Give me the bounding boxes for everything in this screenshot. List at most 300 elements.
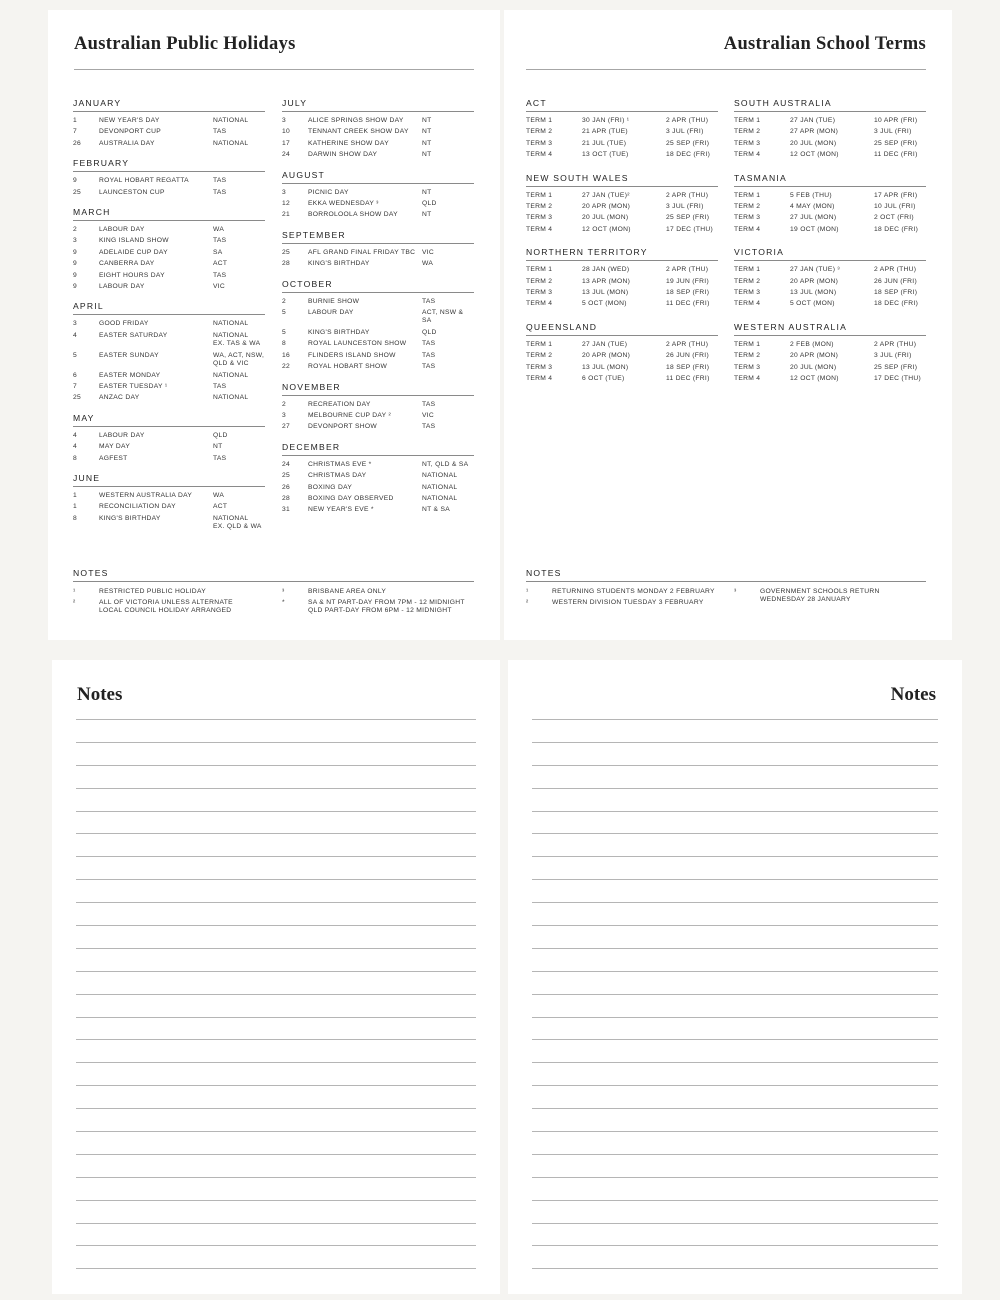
notes-page-left <box>52 660 500 1294</box>
holiday-region: TAS <box>213 454 227 462</box>
notes-heading: NOTES <box>73 568 474 582</box>
holiday-day: 2 <box>73 226 78 234</box>
holiday-region: TAS <box>213 237 227 245</box>
ruled-line <box>532 811 938 834</box>
holiday-name: EIGHT HOURS DAY <box>99 271 165 279</box>
term-row <box>734 117 926 125</box>
term-end: 2 APR (THU) <box>666 266 709 274</box>
holiday-region: NT <box>213 443 223 451</box>
term-start: 4 MAY (MON) <box>790 203 835 211</box>
holiday-row <box>282 211 474 219</box>
holidays-notes <box>73 568 474 618</box>
holiday-day: 3 <box>73 237 78 245</box>
holiday-row <box>73 432 265 440</box>
state-heading: SOUTH AUSTRALIA <box>734 98 926 112</box>
holiday-day: 9 <box>73 248 78 256</box>
term-label: TERM 1 <box>526 117 553 124</box>
state-heading: TASMANIA <box>734 173 926 187</box>
ruled-line <box>76 811 476 834</box>
term-start: 5 OCT (MON) <box>582 300 627 308</box>
term-start: 13 JUL (MON) <box>582 289 629 297</box>
term-end: 3 JUL (FRI) <box>874 352 912 360</box>
term-label: TERM 3 <box>734 139 761 147</box>
term-row <box>526 117 718 125</box>
ruled-line <box>76 925 476 948</box>
holiday-day: 16 <box>282 351 291 359</box>
holiday-name: ROYAL HOBART REGATTA <box>99 177 189 185</box>
month-section <box>282 230 474 269</box>
holiday-name: EASTER MONDAY <box>99 371 161 379</box>
ruled-line <box>532 833 938 856</box>
ruled-line <box>532 1154 938 1177</box>
month-heading: MARCH <box>73 207 265 221</box>
month-section <box>73 207 265 291</box>
holiday-name: AGFEST <box>99 454 128 462</box>
state-section <box>526 98 718 160</box>
note-symbol: ¹ <box>526 588 529 595</box>
holiday-name: CHRISTMAS EVE * <box>308 460 372 468</box>
holiday-day: 25 <box>282 248 291 256</box>
holiday-row <box>282 363 474 371</box>
ruled-line <box>532 1085 938 1108</box>
holiday-row <box>73 140 265 148</box>
holiday-name: ROYAL HOBART SHOW <box>308 363 388 371</box>
holiday-name: EASTER TUESDAY ¹ <box>99 382 168 390</box>
term-row <box>526 278 718 286</box>
ruled-line <box>76 856 476 879</box>
holiday-region: VIC <box>422 248 435 256</box>
holiday-day: 12 <box>282 200 291 208</box>
term-start: 20 JUL (MON) <box>582 214 629 222</box>
month-heading: JULY <box>282 98 474 112</box>
term-end: 25 SEP (FRI) <box>666 214 710 222</box>
ruled-line <box>532 1245 938 1268</box>
holiday-region: TAS <box>422 340 436 348</box>
term-end: 18 DEC (FRI) <box>666 151 711 159</box>
holiday-day: 4 <box>73 431 78 439</box>
holiday-name: ROYAL LAUNCESTON SHOW <box>308 340 407 348</box>
holiday-region: WA, ACT, NSW, QLD & VIC <box>213 351 265 368</box>
holiday-region: TAS <box>422 423 436 431</box>
term-label: TERM 3 <box>734 289 761 297</box>
holiday-row <box>73 383 265 391</box>
term-row <box>734 140 926 148</box>
notes-heading: NOTES <box>526 568 926 582</box>
note-item <box>734 588 926 604</box>
ruled-line <box>532 1131 938 1154</box>
holiday-day: 2 <box>282 400 287 408</box>
term-row <box>526 192 718 200</box>
ruled-line <box>76 994 476 1017</box>
term-row <box>526 214 718 222</box>
page-title: Australian Public Holidays <box>74 34 296 54</box>
note-text: RETURNING STUDENTS MONDAY 2 FEBRUARY <box>552 588 715 595</box>
state-heading: NORTHERN TERRITORY <box>526 247 718 261</box>
ruled-line <box>532 1200 938 1223</box>
holiday-region: NATIONAL <box>213 394 249 402</box>
holiday-region: TAS <box>213 128 227 136</box>
holiday-day: 5 <box>282 328 287 336</box>
holiday-name: LAUNCESTON CUP <box>99 188 165 196</box>
note-symbol: * <box>282 599 285 606</box>
holiday-day: 1 <box>73 117 78 124</box>
holiday-row <box>282 329 474 337</box>
notes-page-title: Notes <box>77 684 123 705</box>
holiday-day: 24 <box>282 460 291 468</box>
term-label: TERM 3 <box>526 139 553 147</box>
state-section <box>734 173 926 235</box>
holiday-day: 28 <box>282 260 291 268</box>
ruled-line <box>532 994 938 1017</box>
term-row <box>734 203 926 211</box>
holiday-row <box>282 472 474 480</box>
holiday-name: BORROLOOLA SHOW DAY <box>308 211 398 219</box>
holiday-row <box>73 237 265 245</box>
holiday-row <box>282 352 474 360</box>
holiday-day: 27 <box>282 423 291 431</box>
holiday-day: 28 <box>282 494 291 502</box>
term-start: 21 JUL (TUE) <box>582 139 627 147</box>
note-symbol: ² <box>526 599 529 606</box>
holiday-day: 24 <box>282 151 291 159</box>
holiday-name: BOXING DAY OBSERVED <box>308 494 394 502</box>
holiday-day: 25 <box>73 188 82 196</box>
state-heading: VICTORIA <box>734 247 926 261</box>
term-label: TERM 4 <box>734 151 761 159</box>
holiday-day: 22 <box>282 363 291 371</box>
title-rule <box>74 69 474 70</box>
term-end: 11 DEC (FRI) <box>874 151 918 159</box>
term-row <box>526 140 718 148</box>
holiday-row <box>73 515 265 532</box>
ruled-line <box>76 902 476 925</box>
terms-column-right <box>734 98 926 397</box>
term-start: 2 FEB (MON) <box>790 340 834 348</box>
holiday-name: NEW YEAR'S EVE * <box>308 506 374 514</box>
term-row <box>734 278 926 286</box>
term-row <box>734 341 926 349</box>
holiday-row <box>282 495 474 503</box>
month-heading: DECEMBER <box>282 442 474 456</box>
term-end: 18 DEC (FRI) <box>874 300 919 308</box>
holiday-row <box>282 298 474 306</box>
term-start: 13 OCT (TUE) <box>582 151 629 159</box>
term-row <box>734 128 926 136</box>
note-item <box>282 599 474 615</box>
ruled-line <box>76 1039 476 1062</box>
holiday-name: BURNIE SHOW <box>308 297 360 305</box>
term-row <box>526 266 718 274</box>
holiday-region: NT <box>422 128 432 136</box>
note-symbol: ¹ <box>73 588 76 595</box>
term-label: TERM 1 <box>526 340 553 348</box>
holiday-row <box>73 272 265 280</box>
term-start: 20 APR (MON) <box>582 203 631 211</box>
term-row <box>526 364 718 372</box>
term-end: 10 JUL (FRI) <box>874 203 916 211</box>
term-row <box>734 214 926 222</box>
holiday-row <box>73 503 265 511</box>
ruled-lines <box>76 719 476 1291</box>
holiday-name: KING'S BIRTHDAY <box>308 260 370 268</box>
term-row <box>734 151 926 159</box>
term-row <box>734 352 926 360</box>
holiday-day: 8 <box>73 514 78 522</box>
holidays-column-left <box>73 98 265 542</box>
ruled-line <box>76 1154 476 1177</box>
holiday-name: KATHERINE SHOW DAY <box>308 139 389 147</box>
holiday-day: 1 <box>73 491 78 499</box>
note-item <box>526 588 734 596</box>
holiday-row <box>282 506 474 514</box>
term-end: 2 APR (THU) <box>666 191 709 199</box>
term-start: 21 APR (TUE) <box>582 128 628 136</box>
month-heading: MAY <box>73 413 265 427</box>
term-start: 27 JAN (TUE) <box>790 117 836 124</box>
term-end: 26 JUN (FRI) <box>666 352 709 360</box>
term-label: TERM 4 <box>526 375 553 383</box>
holiday-region: NT <box>422 151 432 159</box>
month-section <box>282 170 474 220</box>
holiday-name: ANZAC DAY <box>99 394 140 402</box>
term-end: 10 APR (FRI) <box>874 117 918 124</box>
term-end: 2 APR (THU) <box>666 117 709 124</box>
ruled-line <box>532 902 938 925</box>
term-end: 3 JUL (FRI) <box>666 128 704 136</box>
holiday-day: 2 <box>282 297 287 305</box>
holiday-name: MAY DAY <box>99 443 131 451</box>
ruled-line <box>76 833 476 856</box>
holiday-day: 5 <box>282 309 287 317</box>
month-heading: OCTOBER <box>282 279 474 293</box>
term-start: 19 OCT (MON) <box>790 225 839 233</box>
term-row <box>526 375 718 383</box>
holiday-name: DARWIN SHOW DAY <box>308 151 378 159</box>
term-end: 17 DEC (THU) <box>874 375 922 383</box>
term-end: 18 DEC (FRI) <box>874 225 919 233</box>
holiday-day: 6 <box>73 371 78 379</box>
holiday-row <box>73 226 265 234</box>
holiday-day: 9 <box>73 283 78 291</box>
state-heading: ACT <box>526 98 718 112</box>
holiday-region: NT <box>422 117 432 124</box>
term-label: TERM 3 <box>526 289 553 297</box>
ruled-line <box>76 765 476 788</box>
holiday-row <box>73 320 265 328</box>
holiday-region: NATIONAL <box>213 320 249 328</box>
term-label: TERM 2 <box>526 203 553 211</box>
holiday-day: 3 <box>73 320 78 328</box>
term-row <box>526 289 718 297</box>
holiday-name: RECONCILIATION DAY <box>99 503 176 511</box>
month-section <box>73 158 265 197</box>
holiday-region: TAS <box>422 351 436 359</box>
term-label: TERM 2 <box>734 203 761 211</box>
holiday-row <box>73 352 265 369</box>
month-heading: SEPTEMBER <box>282 230 474 244</box>
term-end: 2 OCT (FRI) <box>874 214 914 222</box>
holiday-name: GOOD FRIDAY <box>99 320 149 328</box>
term-row <box>526 341 718 349</box>
holiday-day: 4 <box>73 331 78 339</box>
holiday-row <box>73 492 265 500</box>
term-end: 18 SEP (FRI) <box>666 289 710 297</box>
month-section <box>73 413 265 463</box>
term-label: TERM 3 <box>734 214 761 222</box>
holiday-day: 4 <box>73 443 78 451</box>
holiday-name: EASTER SUNDAY <box>99 351 159 359</box>
state-section <box>734 322 926 384</box>
holidays-column-right <box>282 98 474 525</box>
holiday-name: CHRISTMAS DAY <box>308 472 367 480</box>
holiday-day: 31 <box>282 506 291 514</box>
month-section <box>73 98 265 148</box>
note-text: WESTERN DIVISION TUESDAY 3 FEBRUARY <box>552 599 704 606</box>
holiday-row <box>282 140 474 148</box>
term-start: 12 OCT (MON) <box>582 225 631 233</box>
ruled-line <box>76 1062 476 1085</box>
holiday-name: LABOUR DAY <box>99 226 145 234</box>
term-label: TERM 2 <box>734 128 761 136</box>
note-text: GOVERNMENT SCHOOLS RETURN WEDNESDAY 28 JANUARY <box>760 588 880 603</box>
holiday-region: WA <box>422 260 434 268</box>
term-end: 2 APR (THU) <box>666 340 709 348</box>
term-end: 3 JUL (FRI) <box>874 128 912 136</box>
holiday-row <box>282 189 474 197</box>
holiday-name: PICNIC DAY <box>308 188 349 196</box>
holiday-region: TAS <box>213 271 227 279</box>
ruled-line <box>76 971 476 994</box>
ruled-line <box>532 1017 938 1040</box>
holiday-name: AUSTRALIA DAY <box>99 139 155 147</box>
holiday-region: NATIONAL <box>213 139 249 147</box>
holiday-row <box>282 401 474 409</box>
holiday-row <box>73 443 265 451</box>
holiday-day: 7 <box>73 382 78 390</box>
holiday-name: BOXING DAY <box>308 483 353 491</box>
holiday-region: VIC <box>213 283 226 291</box>
notes-page-title: Notes <box>890 684 936 705</box>
holiday-region: TAS <box>213 188 227 196</box>
holiday-name: NEW YEAR'S DAY <box>99 117 160 124</box>
term-start: 27 JAN (TUE) <box>582 340 628 348</box>
holiday-name: TENNANT CREEK SHOW DAY <box>308 128 409 136</box>
notes-list-right <box>734 588 926 610</box>
holiday-day: 26 <box>73 139 82 147</box>
ruled-line <box>76 788 476 811</box>
ruled-line <box>76 1177 476 1200</box>
holiday-day: 7 <box>73 128 78 136</box>
month-section <box>73 301 265 402</box>
holiday-row <box>282 151 474 159</box>
holiday-region: TAS <box>422 363 436 371</box>
holiday-row <box>73 332 265 349</box>
holiday-day: 5 <box>73 351 78 359</box>
term-label: TERM 2 <box>526 352 553 360</box>
notes-list-left <box>73 588 282 618</box>
public-holidays-page <box>48 10 500 640</box>
note-text: RESTRICTED PUBLIC HOLIDAY <box>99 588 206 595</box>
holiday-region: NATIONAL EX. TAS & WA <box>213 331 261 348</box>
month-heading: JANUARY <box>73 98 265 112</box>
term-end: 25 SEP (FRI) <box>666 139 710 147</box>
term-end: 2 APR (THU) <box>874 340 917 348</box>
holiday-name: DEVONPORT SHOW <box>308 423 377 431</box>
ruled-line <box>76 948 476 971</box>
ruled-line <box>532 971 938 994</box>
ruled-line <box>532 1223 938 1246</box>
ruled-line <box>76 1108 476 1131</box>
term-row <box>526 128 718 136</box>
term-row <box>526 203 718 211</box>
term-start: 20 JUL (MON) <box>790 139 837 147</box>
holiday-region: ACT <box>213 260 228 268</box>
holiday-day: 26 <box>282 483 291 491</box>
term-row <box>734 192 926 200</box>
holiday-name: KING ISLAND SHOW <box>99 237 169 245</box>
ruled-line <box>532 1039 938 1062</box>
holiday-name: EASTER SATURDAY <box>99 331 168 339</box>
term-start: 5 FEB (THU) <box>790 191 832 199</box>
ruled-line <box>76 1017 476 1040</box>
holiday-region: TAS <box>422 400 436 408</box>
term-end: 25 SEP (FRI) <box>874 363 918 371</box>
holiday-day: 9 <box>73 177 78 185</box>
holiday-row <box>282 128 474 136</box>
term-end: 17 APR (FRI) <box>874 191 918 199</box>
holiday-row <box>282 340 474 348</box>
term-start: 13 APR (MON) <box>582 277 631 285</box>
holiday-day: 3 <box>282 411 287 419</box>
term-end: 19 JUN (FRI) <box>666 277 709 285</box>
term-start: 27 JUL (MON) <box>790 214 837 222</box>
term-end: 17 DEC (THU) <box>666 225 714 233</box>
holiday-day: 25 <box>282 472 291 480</box>
term-label: TERM 1 <box>734 191 761 199</box>
term-row <box>734 226 926 234</box>
ruled-line <box>76 1223 476 1246</box>
term-start: 13 JUL (MON) <box>790 289 837 297</box>
ruled-line <box>532 1268 938 1291</box>
term-start: 20 APR (MON) <box>790 277 839 285</box>
state-heading: WESTERN AUSTRALIA <box>734 322 926 336</box>
term-label: TERM 1 <box>526 266 553 274</box>
holiday-name: EKKA WEDNESDAY ³ <box>308 200 379 208</box>
term-label: TERM 1 <box>734 340 761 348</box>
term-row <box>734 266 926 274</box>
terms-notes <box>526 568 926 610</box>
term-row <box>526 151 718 159</box>
holiday-region: ACT <box>213 503 228 511</box>
term-end: 25 SEP (FRI) <box>874 139 918 147</box>
term-label: TERM 2 <box>734 277 761 285</box>
state-section <box>734 98 926 160</box>
term-start: 27 JAN (TUE) ³ <box>790 266 840 274</box>
holiday-row <box>282 309 474 326</box>
term-start: 28 JAN (WED) <box>582 266 630 274</box>
month-heading: FEBRUARY <box>73 158 265 172</box>
ruled-line <box>76 719 476 742</box>
holiday-name: KING'S BIRTHDAY <box>99 514 161 522</box>
holiday-region: NT & SA <box>422 506 450 514</box>
term-end: 11 DEC (FRI) <box>666 375 710 383</box>
term-start: 27 JAN (TUE)² <box>582 191 630 199</box>
state-section <box>526 247 718 309</box>
holiday-row <box>282 412 474 420</box>
note-item <box>73 599 282 615</box>
holiday-row <box>73 177 265 185</box>
holiday-day: 25 <box>73 394 82 402</box>
